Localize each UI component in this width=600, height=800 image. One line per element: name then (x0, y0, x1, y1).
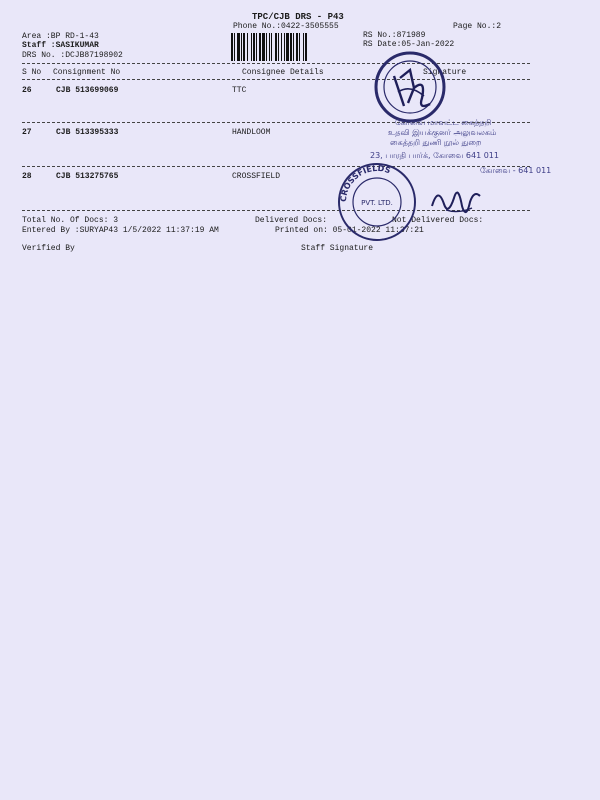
barcode (231, 33, 356, 61)
rs-date: RS Date:05-Jan-2022 (363, 40, 455, 49)
round-stamp (370, 48, 450, 126)
staff-signature-label: Staff Signature (301, 244, 374, 253)
row-27-consignment: CJB 513395333 (56, 128, 119, 137)
staff-field: Staff :SASIKUMAR (22, 41, 99, 50)
row-28-consignee: CROSSFIELD (232, 172, 281, 181)
handwritten-signature (428, 176, 484, 220)
crossfield-stamp-sub: PVT. LTD. (361, 199, 393, 207)
entered-by: Entered By :SURYAP43 1/5/2022 11:37:19 AM (22, 226, 219, 235)
row-26-sno: 26 (22, 86, 32, 95)
row-27-sno: 27 (22, 128, 32, 137)
not-delivered-docs-label: Not Delivered Docs: (392, 216, 484, 225)
row-26-consignee: TTC (232, 86, 247, 95)
row-27-consignee: HANDLOOM (232, 128, 271, 137)
page-number: Page No.:2 (453, 22, 502, 31)
tamil-stamp-line: கைத்தறி துணி நூல் துறை (390, 138, 482, 147)
col-header-consignee: Consignee Details (242, 68, 324, 77)
col-header-signature: Signature (423, 68, 467, 77)
rs-number: RS No.:871989 (363, 31, 426, 40)
verified-by-label: Verified By (22, 244, 75, 253)
row-28-sno: 28 (22, 172, 32, 181)
divider (22, 63, 530, 64)
tamil-stamp-line: கோவை - 641 011 (480, 166, 552, 175)
col-header-consignment: Consignment No (53, 68, 121, 77)
drs-number: DRS No. :DCJB87198902 (22, 51, 123, 60)
divider (22, 79, 530, 80)
svg-text:CROSSFIELDS (339, 164, 392, 202)
phone-number: Phone No.:0422-3505555 (233, 22, 339, 31)
tamil-stamp-line: கோவை மாவட்ட கைத்தறி (395, 118, 492, 127)
document-title: TPC/CJB DRS - P43 (252, 12, 344, 22)
tamil-stamp-line: 23, பாரதி பார்க், கோவை 641 011 (370, 151, 499, 160)
tamil-stamp-line: உதவி இயக்குனர் அலுவலகம் (388, 128, 497, 137)
row-26-consignment: CJB 513699069 (56, 86, 119, 95)
printed-on: Printed on: 05-01-2022 11:37:21 (275, 226, 424, 235)
total-docs: Total No. Of Docs: 3 (22, 216, 119, 225)
area-field: Area :BP RD-1-43 (22, 32, 99, 41)
crossfield-stamp-text: CROSSFIELDS (338, 163, 392, 203)
col-header-sno: S No (22, 68, 42, 77)
crossfield-stamp (335, 160, 419, 244)
row-28-consignment: CJB 513275765 (56, 172, 119, 181)
row-divider (22, 166, 530, 167)
delivered-docs-label: Delivered Docs: (255, 216, 328, 225)
